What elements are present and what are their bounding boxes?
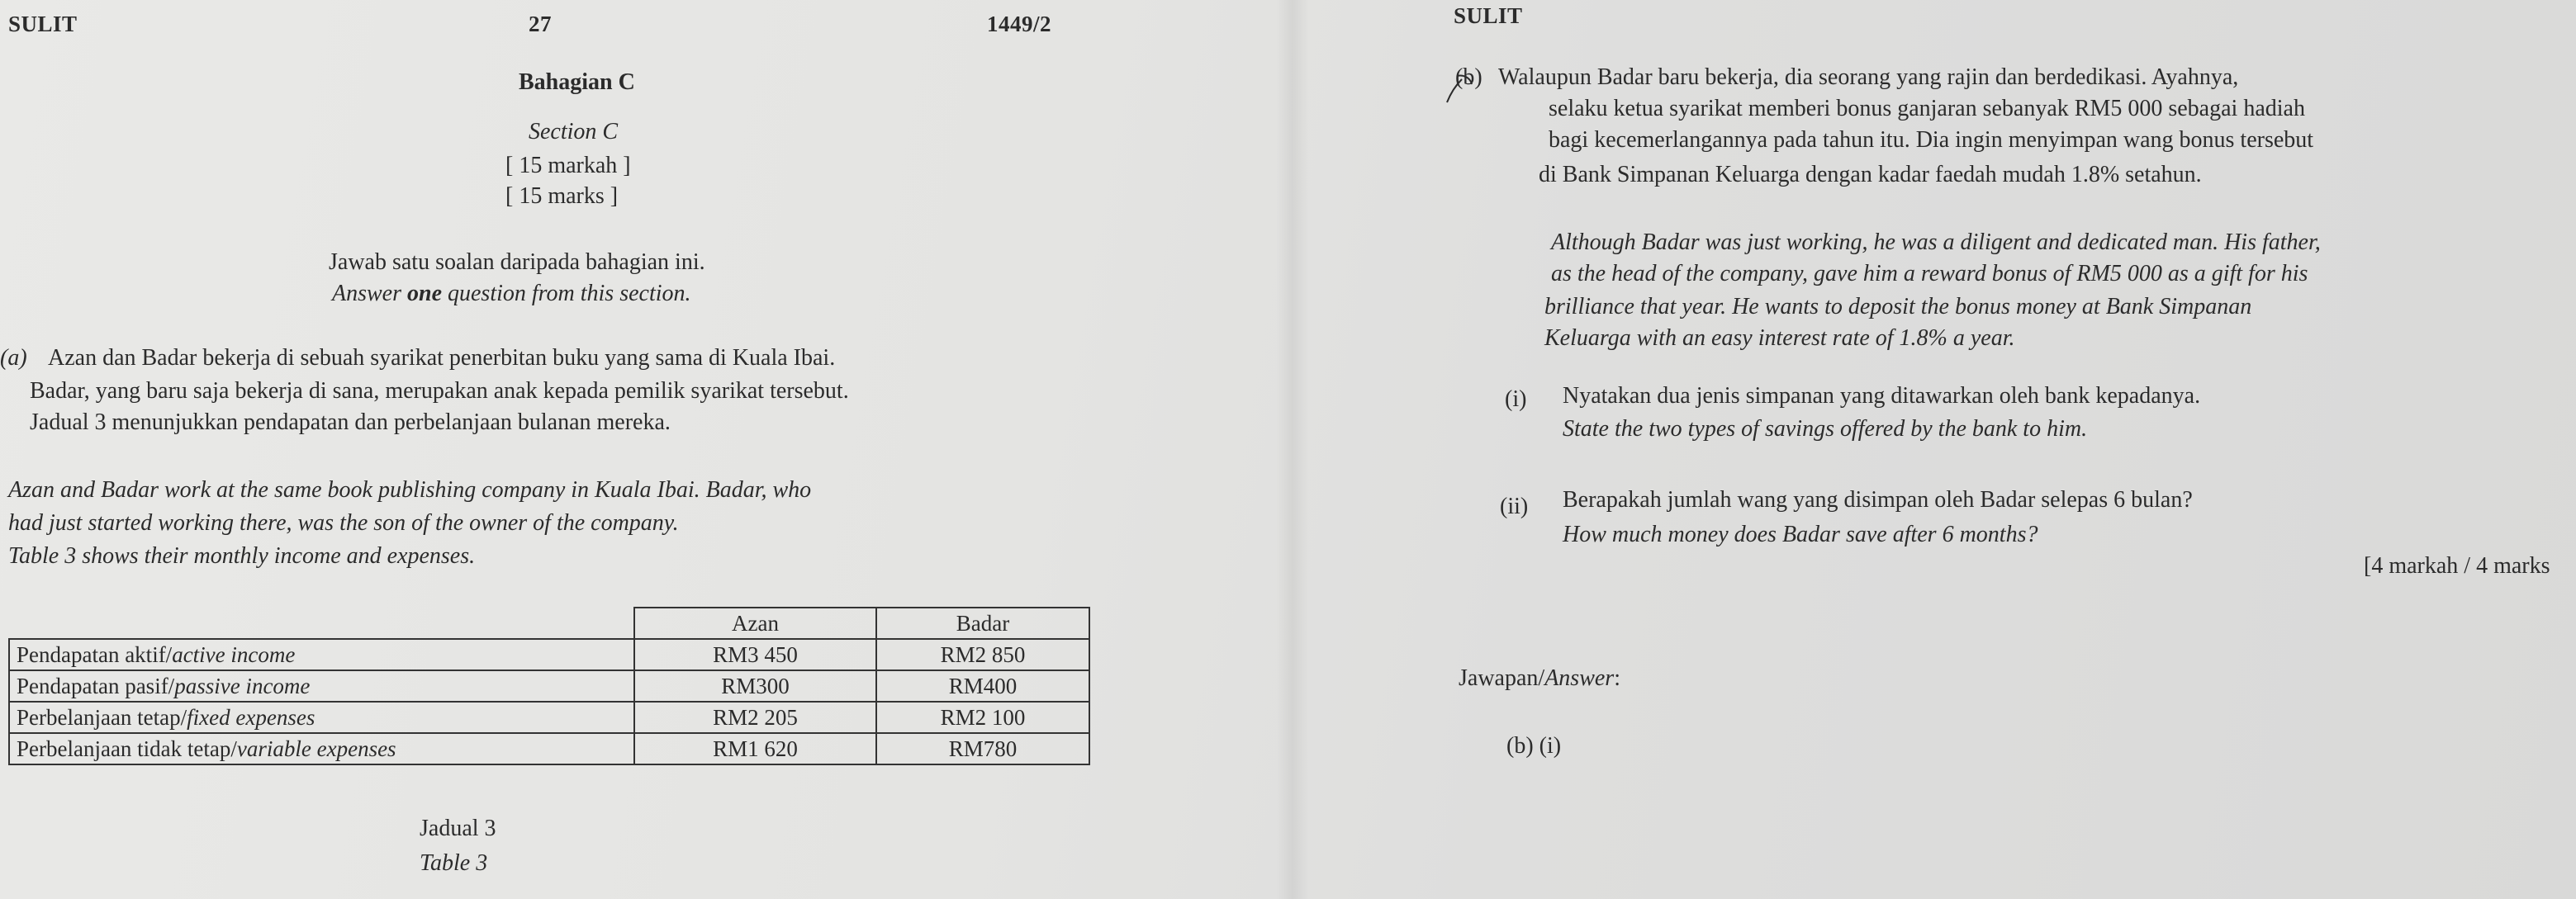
question-b-en-line-3: brilliance that year. He wants to deposit the bonus money at Bank Simpanan: [1544, 294, 2252, 319]
question-b-en-line-4: Keluarga with an easy interest rate of 1.8% a year.: [1544, 325, 2015, 351]
question-b-ms-line-4: di Bank Simpanan Keluarga dengan kadar faedah mudah 1.8% setahun.: [1539, 162, 2202, 187]
table-header-blank: [9, 608, 634, 639]
table-caption-en: Table 3: [420, 850, 488, 876]
sub-question-ii-en: How much money does Badar save after 6 months?: [1563, 522, 2038, 547]
question-a-ms-line-1: Azan dan Badar bekerja di sebuah syarikat penerbitan buku yang sama di Kuala Ibai.: [48, 345, 836, 371]
section-title-ms: Bahagian C: [519, 69, 635, 95]
sub-question-ii-ms: Berapakah jumlah wang yang disimpan oleh Badar selepas 6 bulan?: [1563, 487, 2193, 513]
section-title-en: Section C: [529, 119, 619, 144]
section-marks-en: [ 15 marks ]: [505, 183, 619, 209]
header-sulit-right: SULIT: [1454, 3, 1523, 28]
sub-question-i-en: State the two types of savings offered by the bank to him.: [1563, 416, 2088, 442]
table-row-label: Pendapatan aktif/active income: [9, 639, 634, 670]
table-cell-badar: RM400: [876, 670, 1089, 702]
table-row-label: Perbelanjaan tetap/fixed expenses: [9, 702, 634, 733]
table-cell-badar: RM780: [876, 733, 1089, 764]
instruction-ms: Jawab satu soalan daripada bahagian ini.: [329, 249, 705, 275]
table-cell-azan: RM300: [634, 670, 876, 702]
table-cell-badar: RM2 850: [876, 639, 1089, 670]
question-b-en-line-1: Although Badar was just working, he was a diligent and dedicated man. His father,: [1551, 229, 2321, 255]
sub-question-i-ms: Nyatakan dua jenis simpanan yang ditawarkan oleh bank kepadanya.: [1563, 383, 2201, 409]
question-b-ms-line-3: bagi kecemerlangannya pada tahun itu. Dia ingin menyimpan wang bonus tersebut: [1549, 127, 2314, 153]
answer-label: Jawapan/Answer:: [1459, 665, 1620, 691]
table-cell-badar: RM2 100: [876, 702, 1089, 733]
question-a-ms-line-3: Jadual 3 menunjukkan pendapatan dan perbelanjaan bulanan mereka.: [30, 409, 671, 435]
table-caption-ms: Jadual 3: [420, 816, 496, 841]
sub-question-i-label: (i): [1505, 386, 1527, 412]
question-a-ms-line-2: Badar, yang baru saja bekerja di sana, merupakan anak kepada pemilik syarikat tersebut.: [30, 378, 849, 404]
question-b-en-line-2: as the head of the company, gave him a reward bonus of RM5 000 as a gift for his: [1551, 261, 2308, 286]
header-sulit-left: SULIT: [8, 12, 78, 36]
sub-question-ii-label: (ii): [1500, 494, 1529, 519]
question-a-en-line-1: Azan and Badar work at the same book publishing company in Kuala Ibai. Badar, who: [8, 477, 812, 503]
question-b-label: (b): [1455, 64, 1483, 90]
paper-code: 1449/2: [987, 12, 1052, 36]
table-header-azan: Azan: [634, 608, 876, 639]
table-cell-azan: RM2 205: [634, 702, 876, 733]
question-a-en-line-2: had just started working there, was the son of the owner of the company.: [8, 510, 679, 536]
table-row: [9, 670, 1089, 702]
table-row: [9, 733, 1089, 764]
question-a-en-line-3: Table 3 shows their monthly income and expenses.: [8, 543, 476, 569]
table-row-label: Perbelanjaan tidak tetap/variable expenses: [9, 733, 634, 764]
instruction-en: Answer one question from this section.: [332, 281, 691, 306]
question-marks: [4 markah / 4 marks: [2364, 553, 2550, 579]
income-expense-table: [8, 607, 1090, 765]
page-number: 27: [529, 12, 552, 36]
answer-part-b-i: (b) (i): [1506, 733, 1562, 759]
table-header-badar: Badar: [876, 608, 1089, 639]
section-marks-ms: [ 15 markah ]: [505, 153, 631, 178]
table-cell-azan: RM1 620: [634, 733, 876, 764]
table-row: [9, 639, 1089, 670]
question-a-label: (a): [0, 345, 27, 371]
table-row-label: Pendapatan pasif/passive income: [9, 670, 634, 702]
question-b-ms-line-2: selaku ketua syarikat memberi bonus ganjaran sebanyak RM5 000 sebagai hadiah: [1549, 96, 2305, 121]
table-header-row: [9, 608, 1089, 639]
right-page: [1288, 0, 2576, 899]
table-row: [9, 702, 1089, 733]
table-cell-azan: RM3 450: [634, 639, 876, 670]
question-b-ms-line-1: Walaupun Badar baru bekerja, dia seorang yang rajin dan berdedikasi. Ayahnya,: [1498, 64, 2239, 90]
